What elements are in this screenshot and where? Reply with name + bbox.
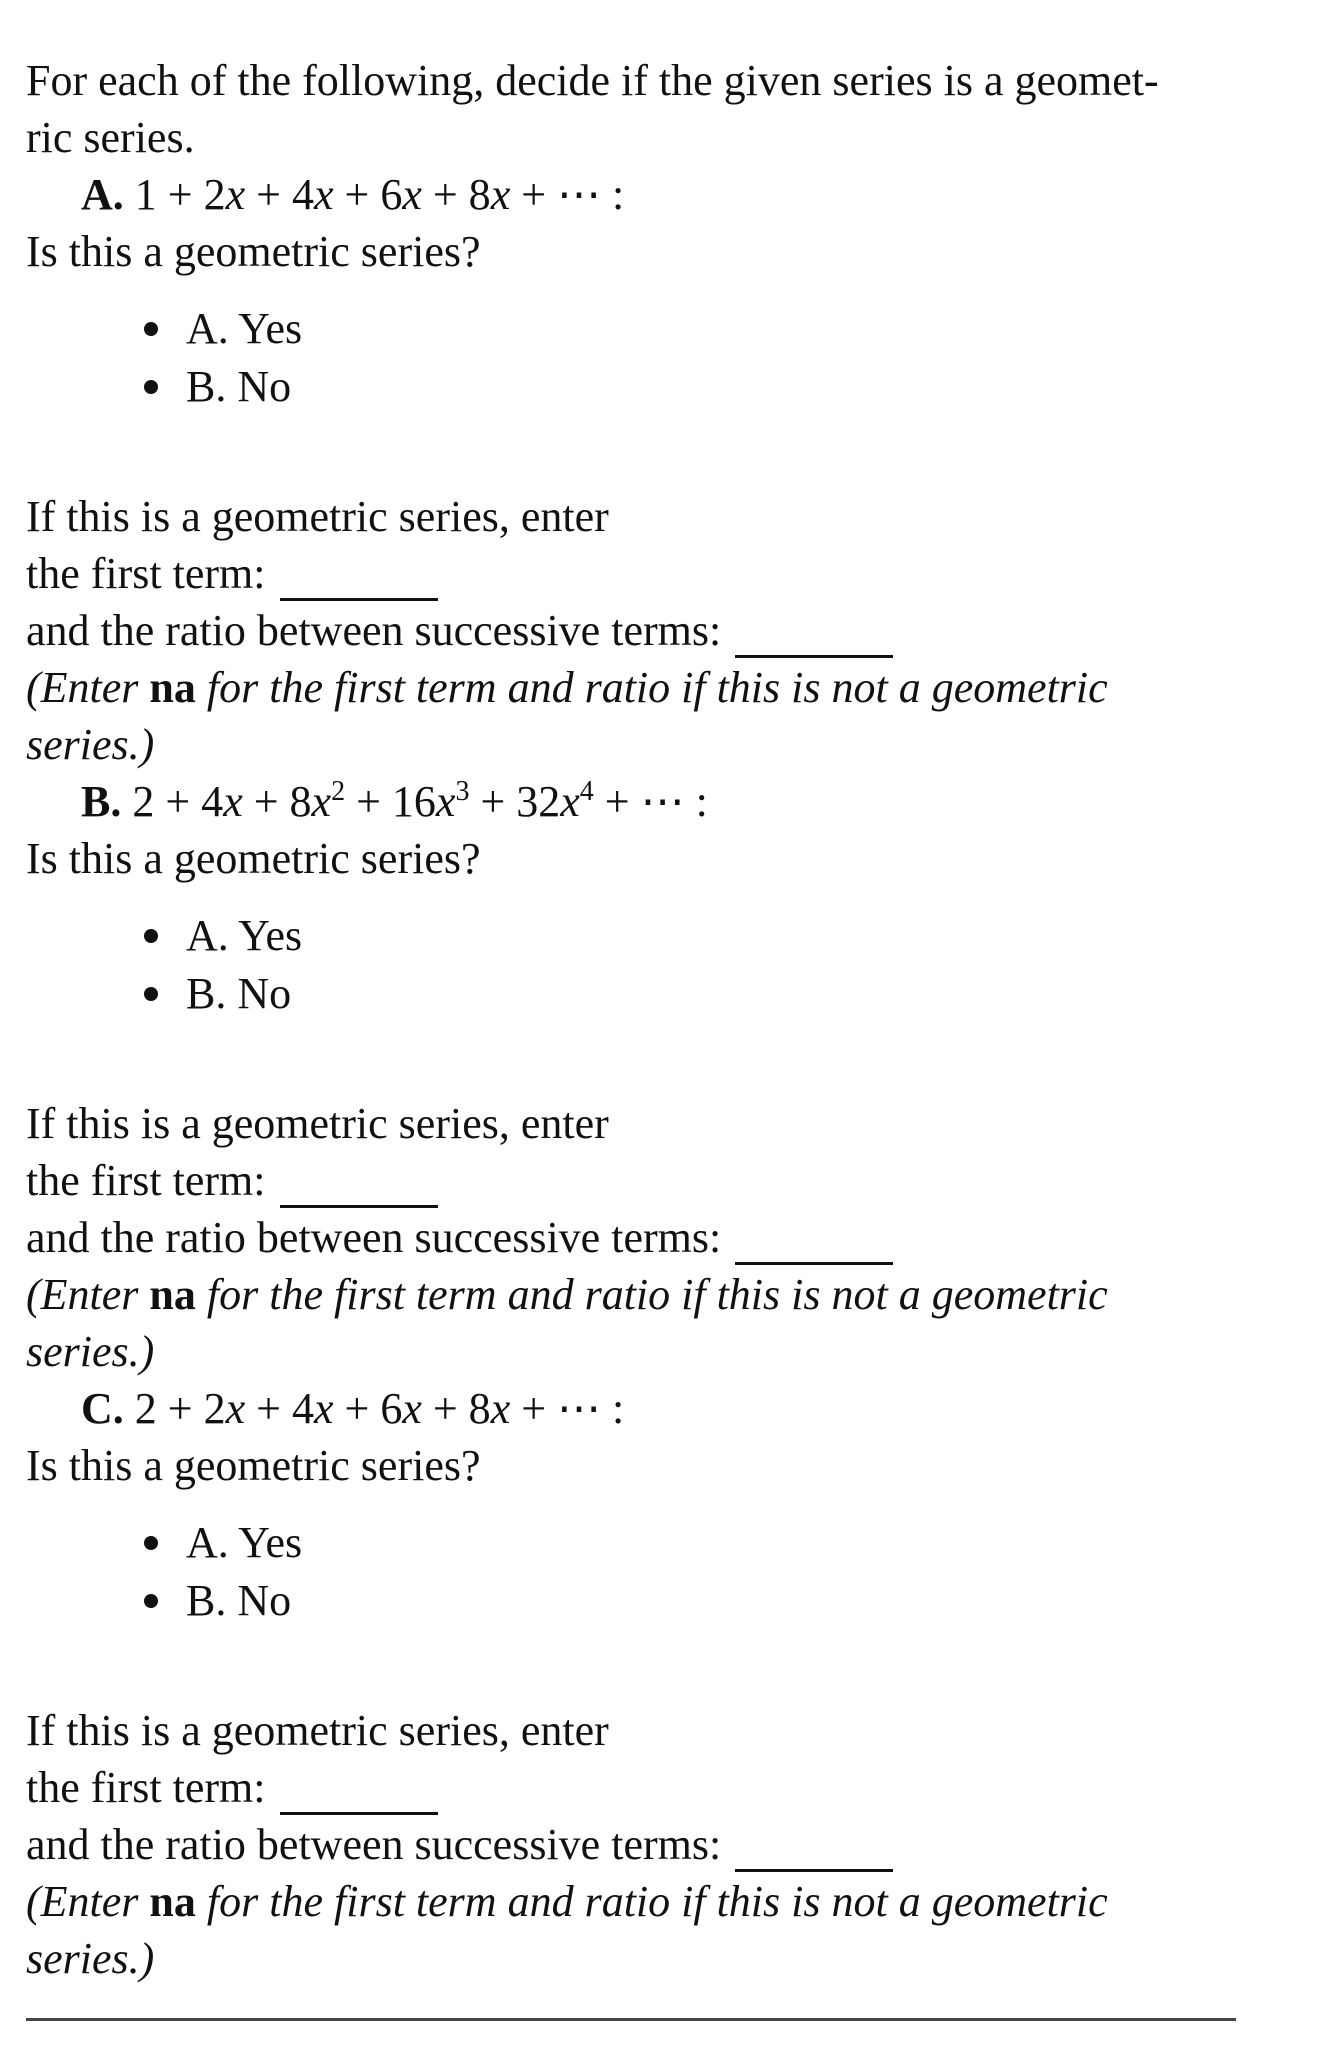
series-b-exp-4: 3 <box>455 776 470 807</box>
series-a-var-3: x <box>313 170 334 219</box>
bullet-icon <box>144 1594 158 1608</box>
problem-a-first-term-row <box>26 545 1236 602</box>
problem-c-prompt: If this is a geometric series, enter <box>26 1706 609 1755</box>
note-rest: for the first term and ratio if this is not a geometric series.) <box>26 1270 1108 1376</box>
series-a-coef-5: + 8 <box>421 170 491 219</box>
choice-label: B. No <box>186 362 292 411</box>
problem-a-prompt: If this is a geometric series, enter <box>26 492 609 541</box>
problem-a-series <box>26 166 1236 223</box>
bullet-icon <box>144 322 158 336</box>
problem-b-question: Is this a geometric series? <box>26 834 481 883</box>
problem-a-question: Is this a geometric series? <box>26 227 481 276</box>
series-b-term-1: 2 <box>132 777 155 826</box>
first-term-label: the first term: <box>26 549 266 598</box>
bullet-icon <box>144 380 158 394</box>
problem-b <box>26 773 1236 1380</box>
problem-b-choice-no[interactable] <box>26 965 1236 1023</box>
problem-page <box>26 52 1236 1987</box>
problem-a-choice-yes[interactable] <box>26 300 1236 358</box>
series-c-tail: + ⋯ : <box>510 1384 625 1433</box>
problem-c-ratio-row <box>26 1816 1236 1873</box>
bullet-icon <box>144 929 158 943</box>
problem-a-ratio-input[interactable] <box>735 623 893 658</box>
series-a-coef-4: + 6 <box>333 170 403 219</box>
problem-a-letter: A. <box>81 170 124 219</box>
problem-c-ratio-input[interactable] <box>735 1837 893 1872</box>
ratio-label: and the ratio between successive terms: <box>26 1213 722 1262</box>
note-rest: for the first term and ratio if this is not a geometric series.) <box>26 663 1108 769</box>
bottom-divider <box>26 2018 1236 2021</box>
series-b-coef-4: + 16 <box>345 777 436 826</box>
note-open: (Enter <box>26 1877 150 1926</box>
problem-b-ratio-row <box>26 1209 1236 1266</box>
series-b-exp-5: 4 <box>579 776 594 807</box>
intro-text <box>26 52 1236 166</box>
series-b-coef-3: + 8 <box>242 777 312 826</box>
bullet-icon <box>144 987 158 1001</box>
problem-c-choice-yes[interactable] <box>26 1514 1236 1572</box>
problem-b-choices <box>26 907 1236 1023</box>
problem-b-letter: B. <box>81 777 122 826</box>
note-bold: na <box>149 1270 196 1319</box>
problem-a-choices <box>26 300 1236 416</box>
problem-c-series <box>26 1380 1236 1437</box>
note-bold: na <box>149 663 196 712</box>
series-b-coef-5: + 32 <box>469 777 561 826</box>
note-open: (Enter <box>26 1270 150 1319</box>
note-bold: na <box>149 1877 196 1926</box>
series-a-coef-2: + 2 <box>156 170 226 219</box>
series-c-coef-4: + 6 <box>333 1384 403 1433</box>
problem-c-first-term-input[interactable] <box>280 1780 438 1815</box>
problem-c-question: Is this a geometric series? <box>26 1441 481 1490</box>
choice-label: A. Yes <box>186 911 303 960</box>
problem-b-series: B. $2 + 4x + 8x^2 + 16x^3 + 32x^4$ + ⋯ : <box>81 776 708 826</box>
problem-b-first-term-row <box>26 1152 1236 1209</box>
problem-a-ratio-row <box>26 602 1236 659</box>
problem-c-choices <box>26 1514 1236 1630</box>
problem-b-first-term-input[interactable] <box>280 1173 438 1208</box>
bullet-icon <box>144 1536 158 1550</box>
series-a-var-5: x <box>490 170 511 219</box>
problem-c-first-term-row <box>26 1759 1236 1816</box>
series-a-term-1: 1 <box>134 170 157 219</box>
ratio-label: and the ratio between successive terms: <box>26 606 722 655</box>
series-c-term-1: 2 <box>134 1384 157 1433</box>
problem-b-note <box>26 1266 1236 1380</box>
first-term-label: the first term: <box>26 1156 266 1205</box>
problem-a-note <box>26 659 1236 773</box>
note-rest: for the first term and ratio if this is not a geometric series.) <box>26 1877 1108 1983</box>
first-term-label: the first term: <box>26 1763 266 1812</box>
choice-label: B. No <box>186 1576 292 1625</box>
series-a-tail: + ⋯ : <box>510 170 625 219</box>
series-c-coef-3: + 4 <box>245 1384 314 1433</box>
series-b-coef-2: + 4 <box>154 777 224 826</box>
choice-label: A. Yes <box>186 1518 303 1567</box>
problem-b-choice-yes[interactable] <box>26 907 1236 965</box>
series-b-exp-3: 2 <box>331 776 346 807</box>
problem-c-choice-no[interactable] <box>26 1572 1236 1630</box>
intro-line-2: ric series. <box>26 113 195 162</box>
note-open: (Enter <box>26 663 150 712</box>
intro-line-1: For each of the following, decide if the given series is a geomet- <box>26 56 1159 105</box>
problem-b-ratio-input[interactable] <box>735 1230 893 1265</box>
series-c-coef-2: + 2 <box>156 1384 226 1433</box>
choice-label: A. Yes <box>186 304 303 353</box>
series-c-var-3: x <box>313 1384 334 1433</box>
series-c-var-5: x <box>490 1384 511 1433</box>
series-a-var-2: x <box>225 170 246 219</box>
problem-a-first-term-input[interactable] <box>280 566 438 601</box>
problem-c-letter: C. <box>81 1384 124 1433</box>
problem-c <box>26 1380 1236 1987</box>
series-c-coef-5: + 8 <box>421 1384 491 1433</box>
series-a-var-4: x <box>402 170 422 219</box>
series-a-coef-3: + 4 <box>245 170 314 219</box>
problem-b-prompt: If this is a geometric series, enter <box>26 1099 609 1148</box>
problem-a <box>26 166 1236 773</box>
ratio-label: and the ratio between successive terms: <box>26 1820 722 1869</box>
problem-c-note <box>26 1873 1236 1987</box>
problem-a-choice-no[interactable] <box>26 358 1236 416</box>
series-c-var-4: x <box>402 1384 422 1433</box>
series-c-var-2: x <box>225 1384 246 1433</box>
series-b-tail: + ⋯ : <box>593 777 708 826</box>
choice-label: B. No <box>186 969 292 1018</box>
